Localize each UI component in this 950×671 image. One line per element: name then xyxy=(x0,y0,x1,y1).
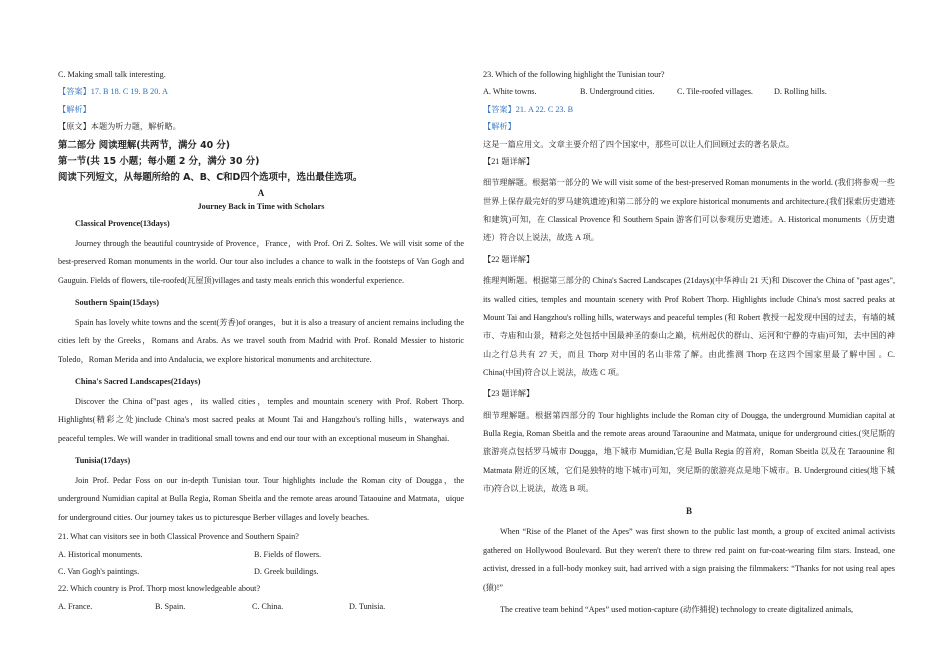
tour-text: Discover the China of"past ages，its walled cities，temples and mountain scenery with Prof. Robert Thorp. Highlights(精彩之处)include China's most sacred peaks at Mount Tai and Hangzhou's rolling hills，waterways and peaceful temples. We will wander in traditional small towns and end our tour with an exceptional museum in Shanghai. xyxy=(58,396,464,443)
detail-text: 细节理解题。根据第一部分的 We will visit some of the best-preserved Roman monuments in the world. (我们将参观一些世界上保存最完好的罗马建筑遗迹)和第二部分的 we explore historical monuments and architecture.(我们探索历史遗迹和建筑)可知，在 Classical Provence 和 Southern Spain 游客们可以参观历史遗迹。A. Historical monuments（历史遗迹）符合以上说法，故选 A 项。 xyxy=(483,178,895,243)
tour-text: Join Prof. Pedar Foss on our in-depth Tunisian tour. Tour highlights include the Roman city of Dougga，the underground Numidian capital at Bulla Regia, Roman Sbeitla and the remote areas around Tataouine and Matmata，uique for underground cities. Our journey takes us to picturesque Berber villages and lovely beaches. xyxy=(58,475,464,522)
analysis-intro: 这是一篇应用文。文章主要介绍了四个国家中，那些可以让人们回顾过去的著名景点。 xyxy=(483,139,795,149)
q20-option-c: C. Making small talk interesting. xyxy=(58,70,166,79)
question-stem: 22. Which country is Prof. Thorp most knowledgeable about? xyxy=(58,584,261,594)
original-note: 【原文】本题为听力题，解析略。 xyxy=(58,122,181,132)
detail-text: 细节理解题。根据第四部分的 Tour highlights include the Roman city of Dougga, the underground Mumidian capital at Bulla Regia, Roman Sbeitla and the remote areas around Taraounine and Matmata, unique for underground cities.(突尼斯的旅游亮点包括罗马城市 Dougga，地下城市 Mumidian,它是 Bulla Regia 的首府，Roman Sbeitla 以及在 Taraounine 和 Matmata 附近的区域，它们是独特的地下城市)可知，突尼斯的旅游亮点是地下城市。B. Underground cities(地下城市)符合以上说法，故选 B 项。 xyxy=(483,410,895,494)
instructions: 阅读下列短文，从每题所给的 A、B、C和D四个选项中，选出最佳选项。 xyxy=(58,171,363,183)
tour-title: Southern Spain(15days) xyxy=(75,297,159,307)
passage-paragraph: When “Rise of the Planet of the Apes” was first shown to the public last month, a group of excited animal activists gathered on Hollywood Boulevard. But they weren't there to threw red paint on fur-coat-wearing film stars. Instead, one activist, dressed in a full-body monkey suit, had arrived with a sign praising the filmmakers: “Thanks for not using real apes (猿)!” xyxy=(483,527,895,592)
question-options xyxy=(58,567,464,577)
passage-letter: A xyxy=(257,187,265,198)
option: D. Greek buildings. xyxy=(254,566,319,576)
option: C. Tile-roofed villages. xyxy=(677,87,753,97)
option: B. Fields of flowers. xyxy=(254,549,322,559)
option: C. Van Gogh's paintings. xyxy=(58,566,140,576)
detail-label: 【22 题详解】 xyxy=(483,254,535,264)
part-title: 第二部分 阅读理解(共两节，满分 40 分) xyxy=(58,139,231,151)
option: A. France. xyxy=(58,601,93,611)
analysis-label: 【解析】 xyxy=(58,104,91,114)
option: B. Underground cities. xyxy=(580,87,655,97)
tour-title: Tunisia(17days) xyxy=(75,455,131,465)
tour-title: Classical Provence(13days) xyxy=(75,218,170,228)
left-column xyxy=(58,70,464,619)
detail-text: 推理判断题。根据第三部分的 China's Sacred Landscapes (21days)(中华神山 21 天)和 Discover the China of "past ages", its walled cities, temples and mountain scenery with Prof Robert Thorp. Highlights include China's most sacred peaks at Mount Tai and Hangzhou's rolling hills, waterways and peaceful temples (和 Robert 教授一起发现中国的过去，有墙的城市、寺庙和山景，精彩之处包括中国最神圣的泰山之巅，杭州起伏的群山、运河和宁静的寺庙)可知，去中国的神山之行总共有 27 天，而且 Thorp 对中国的名山非常了解。由此推测 Thorp 在这四个国家里最了解中国 。C. China(中国)符合以上说法，故选 C 项。 xyxy=(483,276,895,377)
question-stem: 23. Which of the following highlight the Tunisian tour? xyxy=(483,70,665,79)
answer-line: 【答案】17. B 18. C 19. B 20. A xyxy=(58,87,168,97)
option: D. Rolling hills. xyxy=(774,87,827,97)
option: B. Spain. xyxy=(155,601,186,611)
answer-line: 【答案】21. A 22. C 23. B xyxy=(483,104,574,114)
detail-label: 【21 题详解】 xyxy=(483,156,535,166)
tour-text: Journey through the beautiful countryside of Provence，France，with Prof. Ori Z. Soltes. We will visit some of the best-preserved Roman monuments in the world. Our tour also includes a chance to walk in the footsteps of Van Gogh and Gauguin. Fields of flowers, tile-roofed(瓦屋顶)villages and tasty meals enrich this wonderful experience. xyxy=(58,238,464,285)
question-options xyxy=(58,550,464,560)
detail-label: 【23 题详解】 xyxy=(483,389,535,399)
option: C. China. xyxy=(252,601,284,611)
question-options xyxy=(58,602,464,612)
passage-paragraph: The creative team behind “Apes” used motion-capture (动作捕捉) technology to create digitalized animals, xyxy=(500,604,854,614)
option: D. Tunisia. xyxy=(349,601,386,611)
question-options xyxy=(483,87,895,97)
tour-text: Spain has lovely white towns and the scent(芳香)of oranges，but it is also a treasury of ancient remains including the cities left by the Greeks，Romans and Arabs. As we travel south from Madrid with Prof. Ronald Messier to historic Toledo，Roman Merida and into Andalucia, we explore historical monuments and architecture. xyxy=(58,317,464,364)
option: A. Historical monuments. xyxy=(58,549,143,559)
question-stem: 21. What can visitors see in both Classical Provence and Southern Spain? xyxy=(58,532,299,542)
tour-title: China's Sacred Landscapes(21days) xyxy=(75,376,201,386)
right-column xyxy=(483,70,895,622)
section-title: 第一节(共 15 小题；每小题 2 分，满分 30 分) xyxy=(58,155,260,167)
passage-letter: B xyxy=(685,505,692,516)
analysis-label: 【解析】 xyxy=(483,122,516,132)
option: A. White towns. xyxy=(483,87,537,97)
passage-title: Journey Back in Time with Scholars xyxy=(197,201,325,211)
